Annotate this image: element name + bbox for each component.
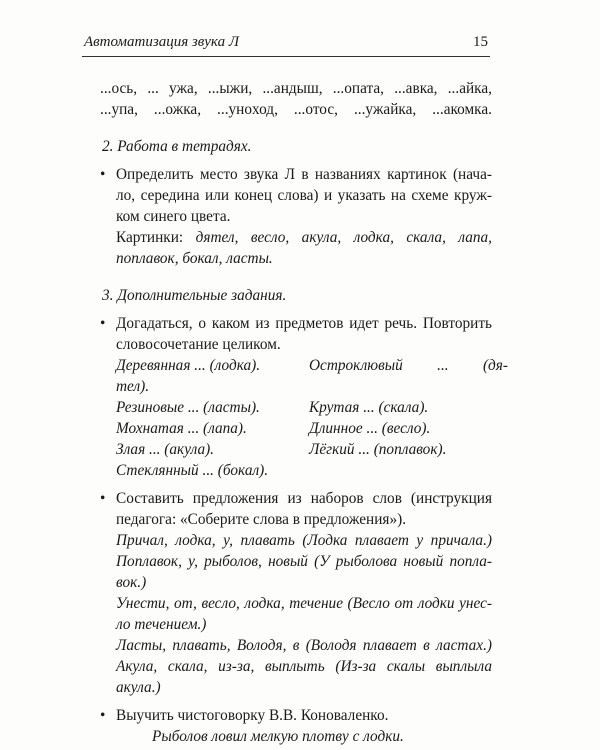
running-header bbox=[82, 32, 490, 57]
phrase-left: тел). bbox=[116, 378, 150, 395]
phrase-left: Мохнатая ... (лапа). bbox=[116, 420, 247, 437]
bullet-item bbox=[100, 705, 492, 747]
running-title: Автоматизация звука Л bbox=[84, 34, 239, 50]
text-line: Выучить чистоговорку В.В. Коноваленко. bbox=[116, 707, 389, 724]
phrase-left: Злая ... (акула). bbox=[116, 441, 215, 458]
sentence-line: акула.) bbox=[116, 679, 161, 696]
intro-line: ...упа, ...ожка, ...унoход, ...отос, ...ужайка, ...акомка. bbox=[100, 101, 492, 118]
phrase-right-empty bbox=[309, 376, 508, 397]
phrase-left: Деревянная ... (лодка). bbox=[116, 357, 261, 374]
text-line: ло, середина или конец слова) и указать на схеме круж- bbox=[116, 187, 492, 204]
bullet-item bbox=[100, 313, 508, 481]
phrase-right: Лёгкий ... (поплавок). bbox=[309, 441, 447, 458]
section-heading: 3. Дополнительные задания. bbox=[102, 287, 287, 304]
pictures-label: Картинки: bbox=[116, 229, 184, 246]
tongue-twister: Рыболов ловил мелкую плотву с лодки. bbox=[152, 728, 404, 745]
bullet-marker: • bbox=[100, 166, 106, 183]
sentence-line: Ласты, плавать, Володя, в (Володя плавает в ластах.) bbox=[116, 637, 492, 654]
pictures-words: поплавок, бокал, ласты. bbox=[116, 250, 273, 267]
section-heading: 2. Работа в тетрадях. bbox=[102, 138, 252, 155]
text-line: словосочетание целиком. bbox=[116, 336, 281, 353]
phrase-left: Стеклянный ... (бокал). bbox=[116, 462, 269, 479]
text-line: Определить место звука Л в названиях картинок (нача- bbox=[116, 166, 492, 183]
text-line: ком синего цвета. bbox=[116, 208, 231, 225]
intro-line: ...ось, ... ужа, ...ыжи, ...андыш, ...опата, ...авка, ...айка, bbox=[100, 80, 492, 97]
text-line: Догадаться, о каком из предметов идет речь. Повторить bbox=[116, 315, 492, 332]
sentence-line: вок.) bbox=[116, 574, 147, 591]
phrase-right: Длинное ... (весло). bbox=[309, 420, 431, 437]
text-line: педагога: «Соберите слова в предложения»). bbox=[116, 511, 407, 528]
phrase-right: Остроклювый ... (дя- bbox=[309, 357, 508, 374]
bullet-marker: • bbox=[100, 315, 106, 332]
pictures-words: дятел, весло, акула, лодка, скала, лапа, bbox=[195, 229, 492, 246]
sentence-line: Акула, скала, из-за, выплыть (Из-за скалы выплыла bbox=[116, 658, 492, 675]
sentence-line: Поплавок, у, рыболов, новый (У рыболова новый попла- bbox=[116, 553, 492, 570]
page-content bbox=[100, 78, 508, 747]
text-line: Составить предложения из наборов слов (инструкция bbox=[116, 490, 492, 507]
phrase-right-empty bbox=[309, 460, 508, 481]
sentence-line: Причал, лодка, у, плавать (Лодка плавает у причала.) bbox=[116, 532, 492, 549]
phrase-right: Крутая ... (скала). bbox=[309, 399, 429, 416]
bullet-item bbox=[100, 488, 492, 698]
pictures-line bbox=[116, 227, 492, 248]
sentence-line: ло течением.) bbox=[116, 616, 207, 633]
page-number: 15 bbox=[473, 34, 488, 50]
phrase-grid bbox=[116, 355, 508, 481]
bullet-item bbox=[100, 164, 492, 269]
sentence-line: Унести, от, весло, лодка, течение (Весло от лодки унес- bbox=[116, 595, 492, 612]
bullet-marker: • bbox=[100, 490, 106, 507]
bullet-marker: • bbox=[100, 707, 106, 724]
phrase-left: Резиновые ... (ласты). bbox=[116, 399, 260, 416]
